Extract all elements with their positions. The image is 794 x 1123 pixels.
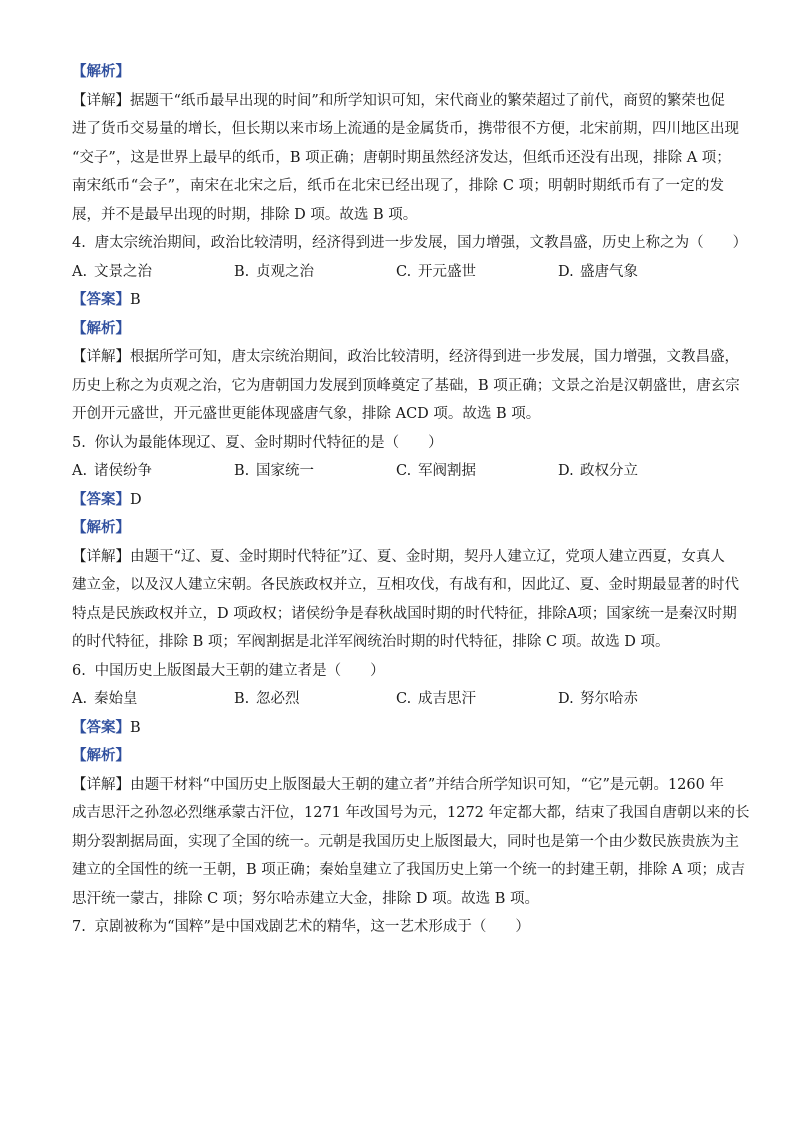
detail-line: 南宋纸币“会子”，南宋在北宋之后，纸币在北宋已经出现了，排除 C 项；明朝时期纸币有了一定的发 xyxy=(72,178,724,194)
detail-line: 展，并不是最早出现的时期，排除 D 项。故选 B 项。 xyxy=(72,206,418,223)
question-number: 7. xyxy=(72,919,86,935)
answer-value: B xyxy=(130,719,141,736)
question-6-options xyxy=(72,689,724,709)
question-5-options xyxy=(72,461,724,481)
detail-line: 特点是民族政权并立，D 项政权；诸侯纷争是春秋战国时期的时代特征，排除A项；国家统一是秦汉时期 xyxy=(72,605,737,622)
option-b: B. 国家统一 xyxy=(234,463,314,479)
detail-line: 【详解】据题干“纸币最早出现的时间”和所学知识可知，宋代商业的繁荣超过了前代，商贸的繁荣也促 xyxy=(72,92,725,109)
answer-line xyxy=(72,490,724,510)
option-d: D. 努尔哈赤 xyxy=(558,691,638,707)
detail-paragraph-q4 xyxy=(72,347,740,424)
question-6-stem xyxy=(72,661,724,681)
option-c: C. 成吉思汗 xyxy=(396,691,476,707)
answer-tag: 【答案】 xyxy=(72,490,130,508)
analysis-label xyxy=(72,319,724,339)
question-number: 4. xyxy=(72,235,86,251)
option-b: B. 贞观之治 xyxy=(234,263,314,280)
question-7-stem xyxy=(72,917,724,937)
analysis-tag: 【解析】 xyxy=(72,747,130,764)
question-text: 你认为最能体现辽、夏、金时期时代特征的是（ ） xyxy=(94,434,443,451)
option-c: C. 开元盛世 xyxy=(396,263,476,280)
option-a: A. 诸侯纷争 xyxy=(72,463,152,479)
analysis-tag: 【解析】 xyxy=(72,63,130,80)
answer-tag: 【答案】 xyxy=(72,718,130,736)
option-a: A. 文景之治 xyxy=(72,263,152,280)
answer-line xyxy=(72,290,724,310)
question-text: 京剧被称为“国粹”是中国戏剧艺术的精华，这一艺术形成于（ ） xyxy=(94,919,530,935)
detail-line: 期分裂割据局面，实现了全国的统一。元朝是我国历史上版图最大，同时也是第一个由少数民族贵族为主 xyxy=(72,833,739,850)
option-d: D. 政权分立 xyxy=(558,463,638,479)
detail-line: 成吉思汗之孙忽必烈继承蒙古汗位，1271 年改国号为元，1272 年定都大都，结束了我国自唐朝以来的长 xyxy=(72,805,750,821)
detail-line: 建立金，以及汉人建立宋朝。各民族政权并立，互相攻伐，有战有和，因此辽、夏、金时期最显著的时代 xyxy=(72,577,739,593)
question-4-options xyxy=(72,262,724,282)
analysis-label xyxy=(72,62,724,82)
analysis-tag: 【解析】 xyxy=(72,319,130,337)
option-d: D. 盛唐气象 xyxy=(558,263,638,280)
question-text: 唐太宗统治期间，政治比较清明，经济得到进一步发展，国力增强，文教昌盛，历史上称之为（ ） xyxy=(94,235,748,251)
detail-line: 【详解】由题干材料“中国历史上版图最大王朝的建立者”并结合所学知识可知，“它”是元朝。1260 年 xyxy=(72,776,724,793)
detail-line: 的时代特征，排除 B 项；军阀割据是北洋军阀统治时期的时代特征，排除 C 项。故选 D 项。 xyxy=(72,634,670,650)
analysis-tag: 【解析】 xyxy=(72,519,130,536)
question-4-stem xyxy=(72,233,748,253)
answer-value: B xyxy=(130,292,141,308)
option-b: B. 忽必烈 xyxy=(234,691,300,707)
document-page xyxy=(72,62,750,946)
detail-line: 进了货币交易量的增长，但长期以来市场上流通的是金属货币，携带很不方便，北宋前期，四川地区出现 xyxy=(72,121,739,137)
detail-paragraph-q6 xyxy=(72,775,750,909)
option-c: C. 军阀割据 xyxy=(396,463,476,479)
option-a: A. 秦始皇 xyxy=(72,691,138,707)
detail-line: 【详解】根据所学可知，唐太宗统治期间，政治比较清明，经济得到进一步发展，国力增强，文教昌盛， xyxy=(72,349,739,365)
detail-line: 思汗统一蒙古，排除 C 项；努尔哈赤建立大金，排除 D 项。故选 B 项。 xyxy=(72,890,540,907)
detail-line: 历史上称之为贞观之治，它为唐朝国力发展到顶峰奠定了基础，B 项正确；文景之治是汉朝盛世，唐玄宗 xyxy=(72,377,740,394)
analysis-label xyxy=(72,518,724,538)
detail-paragraph-q5 xyxy=(72,547,739,653)
answer-line xyxy=(72,718,724,738)
question-text: 中国历史上版图最大王朝的建立者是（ ） xyxy=(94,662,385,679)
question-5-stem xyxy=(72,433,724,453)
question-number: 5. xyxy=(72,434,86,451)
detail-line: “交子”，这是世界上最早的纸币，B 项正确；唐朝时期虽然经济发达，但纸币还没有出现，排除 A 项； xyxy=(72,149,731,166)
detail-line: 建立的全国性的统一王朝，B 项正确；秦始皇建立了我国历史上第一个统一的封建王朝，排除 A 项；成吉 xyxy=(72,862,745,878)
answer-tag: 【答案】 xyxy=(72,291,130,308)
question-number: 6. xyxy=(72,662,86,679)
answer-value: D xyxy=(130,491,142,508)
detail-line: 开创开元盛世，开元盛世更能体现盛唐气象，排除 ACD 项。故选 B 项。 xyxy=(72,406,541,422)
analysis-label xyxy=(72,746,724,766)
detail-paragraph-q3 xyxy=(72,91,739,225)
detail-line: 【详解】由题干“辽、夏、金时期时代特征”辽、夏、金时期，契丹人建立辽，党项人建立西夏，女真人 xyxy=(72,548,725,565)
